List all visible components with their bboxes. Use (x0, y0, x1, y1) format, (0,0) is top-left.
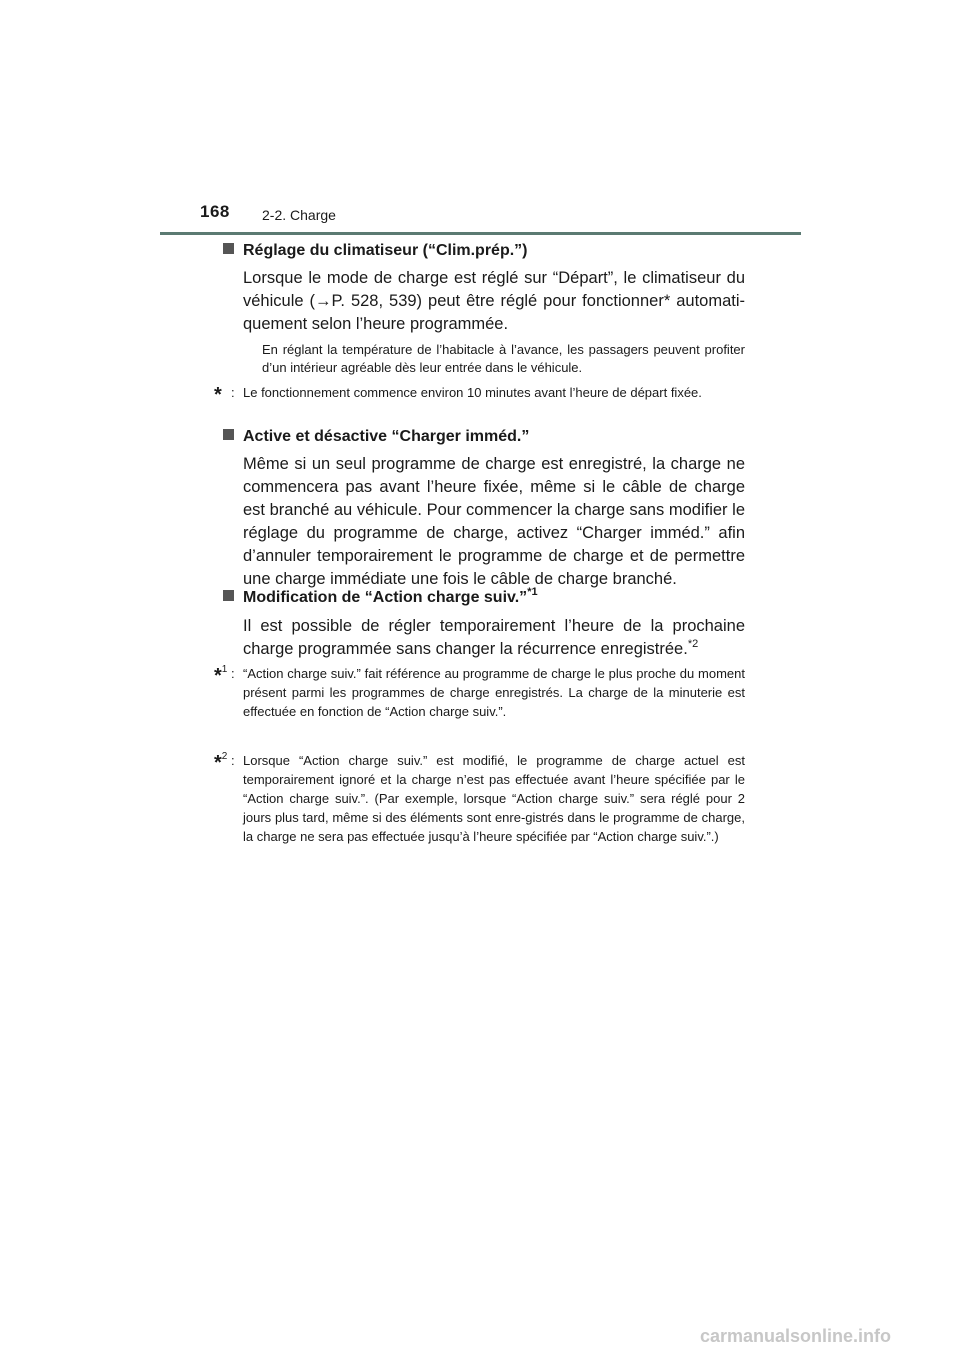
footnote-mark: *$^2$ (214, 751, 228, 774)
footnote-text: “Action charge suiv.” fait référence au programme de charge le plus proche du moment présent parmi les programmes de charge enregistrés. La charge de la minuterie est effectuée en fonction de “Action charge suiv.”. (243, 666, 745, 719)
footnote: * : Le fonctionnement commence environ 10 minutes avant l’heure de départ fixée. (214, 383, 745, 402)
square-bullet-icon (223, 590, 234, 601)
page-number: 168 (200, 202, 230, 221)
square-bullet-icon (223, 243, 234, 254)
section-body: Il est possible de régler temporairement l’heure de la prochaine charge programmée sans changer la récurrence enregistrée.$^{*2}$ (243, 617, 745, 658)
section-body: Lorsque le mode de charge est réglé sur “Départ”, le climatiseur du véhicule (→P. 528, 539) peut être réglé pour fonctionner* automati-quement selon l’heure programmée. (243, 269, 745, 333)
section-small-text: En réglant la température de l’habitacle à l’avance, les passagers peuvent profiter d’un intérieur agréable dès leur entrée dans le véhicule. (262, 342, 745, 375)
header-rule (160, 232, 801, 235)
section-heading: Modification de “Action charge suiv.”$^{*1}$ (223, 588, 538, 608)
section-heading: Réglage du climatiseur (“Clim.prép.”) (223, 241, 528, 261)
watermark-text[interactable]: carmanualsonline.info (700, 1326, 892, 1346)
footnote-text: Lorsque “Action charge suiv.” est modifié, le programme de charge actuel est temporairement ignoré et la charge n’est pas effectuée avant l’heure spécifiée par le “Action charge suiv.”. (Par exemple, lorsque “Action charge suiv.” sera réglé pour 2 jours plus tard, même si des éléments sont enre-gistrés dans le programme de charge, la charge ne sera pas effectuée jusqu’à l’heure spécifiée par “Action charge suiv.”.) (243, 753, 745, 844)
footnote: *$^2$ : Lorsque “Action charge suiv.” est modifié, le programme de charge actuel est temporairement ignoré et la charge n’est pas effectuée avant l’heure spécifiée par le “Action charge suiv.”. (Par exemple, lorsque “Action charge suiv.” sera réglé pour 2 jours plus tard, même si des éléments sont enre-gistrés dans le programme de charge, la charge ne sera pas effectuée jusqu’à l’heure spécifiée par “Action charge suiv.”.) (214, 751, 745, 844)
section-label: 2-2. Charge (262, 207, 336, 223)
section-heading: Active et désactive “Charger imméd.” (223, 427, 529, 447)
square-bullet-icon (223, 429, 234, 440)
footnote-mark: * (214, 384, 222, 406)
footnote-text: Le fonctionnement commence environ 10 minutes avant l’heure de départ fixée. (243, 385, 702, 400)
footnote-mark: *$^1$ (214, 664, 228, 687)
section-body: Même si un seul programme de charge est enregistré, la charge ne commencera pas avant l’heure fixée, même si le câble de charge est branché au véhicule. Pour commencer la charge sans modifier le réglage du programme de charge, activez “Charger imméd.” afin d’annuler temporairement le programme de charge et de permettre une charge immédiate une fois le câble de charge branché. (243, 455, 745, 588)
footnote: *$^1$ : “Action charge suiv.” fait référence au programme de charge le plus proche du moment présent parmi les programmes de charge enregistrés. La charge de la minuterie est effectuée en fonction de “Action charge suiv.”. (214, 664, 745, 719)
